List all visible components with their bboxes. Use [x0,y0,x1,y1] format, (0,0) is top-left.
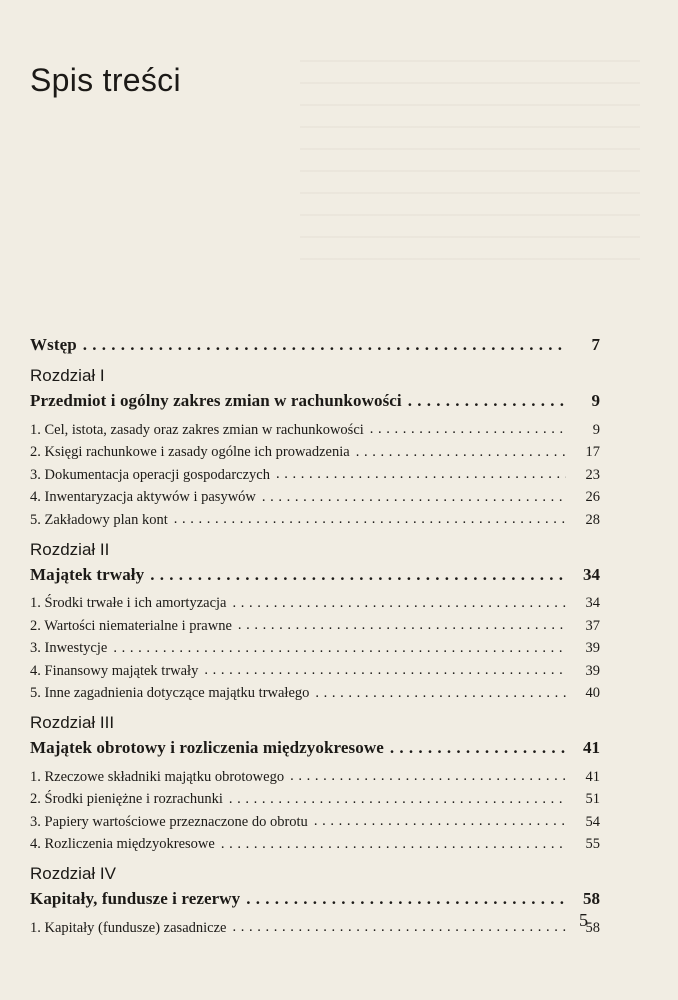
section-page: 39 [585,640,600,656]
section-list [30,766,600,855]
section-label: 1. Kapitały (fundusze) zasadnicze [30,919,227,936]
section-label: 4. Finansowy majątek trwały [30,662,199,679]
leader-dots [238,615,566,630]
leader-dots [221,834,566,849]
chapter-label: Rozdział IV [30,864,116,883]
section-label: 4. Inwentaryzacja aktywów i pasywów [30,489,256,505]
chapter-page: 9 [591,391,600,410]
chapter-title: Majątek trwały [30,564,145,584]
toc-section-entry[interactable] [30,660,600,682]
chapter-label: Rozdział I [30,366,105,385]
leader-dots [370,419,566,434]
leader-dots [83,333,566,350]
chapter-page: 41 [583,738,600,757]
leader-dots [150,563,566,580]
leader-dots [262,487,566,502]
section-page: 26 [585,489,600,505]
leader-dots [233,593,567,608]
section-label: 4. Rozliczenia międzyokresowe [30,836,215,852]
section-page: 39 [585,662,600,679]
section-page: 23 [585,466,600,483]
section-label: 3. Papiery wartościowe przeznaczone do obrotu [30,813,308,830]
chapter-label: Rozdział II [30,539,110,559]
section-page: 41 [585,768,600,785]
leader-dots [315,683,566,698]
toc-section-entry[interactable] [30,487,600,509]
toc-section-entry[interactable] [30,464,600,486]
leader-dots [232,917,566,932]
section-list [30,593,600,705]
section-page: 28 [585,511,600,528]
section-page: 51 [585,791,600,807]
show-through-texture [300,60,640,270]
section-page: 17 [585,444,600,460]
page-number: 5 [579,910,588,930]
table-of-contents [30,333,600,940]
toc-entry-page: 7 [591,335,600,354]
chapter-title: Majątek obrotowy i rozliczenia międzyokresowe [30,738,384,757]
toc-section-entry[interactable] [30,593,600,615]
section-label: 2. Księgi rachunkowe i zasady ogólne ich prowadzenia [30,444,350,460]
toc-section-entry[interactable] [30,811,600,833]
toc-intro-entry[interactable] [30,333,600,357]
page-title: Spis treści [30,62,181,98]
leader-dots [314,811,566,826]
toc-section-entry[interactable] [30,766,600,788]
toc-section-entry[interactable] [30,419,600,441]
section-page: 40 [585,685,600,701]
section-label: 2. Wartości niematerialne i prawne [30,617,232,634]
chapter-page: 34 [583,564,600,584]
section-label: 1. Cel, istota, zasady oraz zakres zmian w rachunkowości [30,421,364,438]
leader-dots [174,509,566,524]
toc-section-entry[interactable] [30,834,600,856]
leader-dots [408,389,566,406]
leader-dots [246,887,566,904]
toc-chapter-entry[interactable] [30,563,600,587]
toc-entry-label: Wstęp [30,335,77,354]
toc-chapter-entry[interactable] [30,736,600,760]
toc-section-entry[interactable] [30,509,600,531]
chapter-title: Przedmiot i ogólny zakres zmian w rachunkowości [30,391,402,410]
toc-chapter-entry[interactable] [30,887,600,911]
chapter-label: Rozdział III [30,713,115,732]
leader-dots [229,789,566,804]
toc-section-entry[interactable] [30,683,600,705]
section-label: 5. Inne zagadnienia dotyczące majątku trwałego [30,685,310,701]
section-label: 5. Zakładowy plan kont [30,511,168,528]
chapter-block [30,863,600,939]
section-list [30,419,600,531]
chapter-title: Kapitały, fundusze i rezerwy [30,889,241,908]
toc-section-entry[interactable] [30,789,600,811]
leader-dots [204,660,566,675]
section-list [30,917,600,939]
toc-section-entry[interactable] [30,917,600,939]
section-page: 54 [585,813,600,830]
section-page: 9 [592,421,600,438]
section-label: 3. Inwestycje [30,640,108,656]
leader-dots [113,638,566,653]
leader-dots [390,736,566,753]
toc-section-entry[interactable] [30,442,600,464]
section-label: 1. Środki trwałe i ich amortyzacja [30,595,227,611]
toc-section-entry[interactable] [30,638,600,660]
toc-section-entry[interactable] [30,615,600,637]
section-label: 3. Dokumentacja operacji gospodarczych [30,466,270,483]
section-label: 2. Środki pieniężne i rozrachunki [30,791,223,807]
section-page: 58 [585,919,600,936]
section-page: 37 [585,617,600,634]
chapter-block [30,712,600,855]
chapter-page: 58 [583,889,600,908]
leader-dots [356,442,566,457]
section-page: 55 [585,836,600,852]
chapter-block [30,539,600,705]
chapter-block [30,365,600,531]
leader-dots [290,766,566,781]
section-label: 1. Rzeczowe składniki majątku obrotowego [30,768,285,785]
leader-dots [276,464,566,479]
toc-chapter-entry[interactable] [30,389,600,413]
section-page: 34 [585,595,600,611]
